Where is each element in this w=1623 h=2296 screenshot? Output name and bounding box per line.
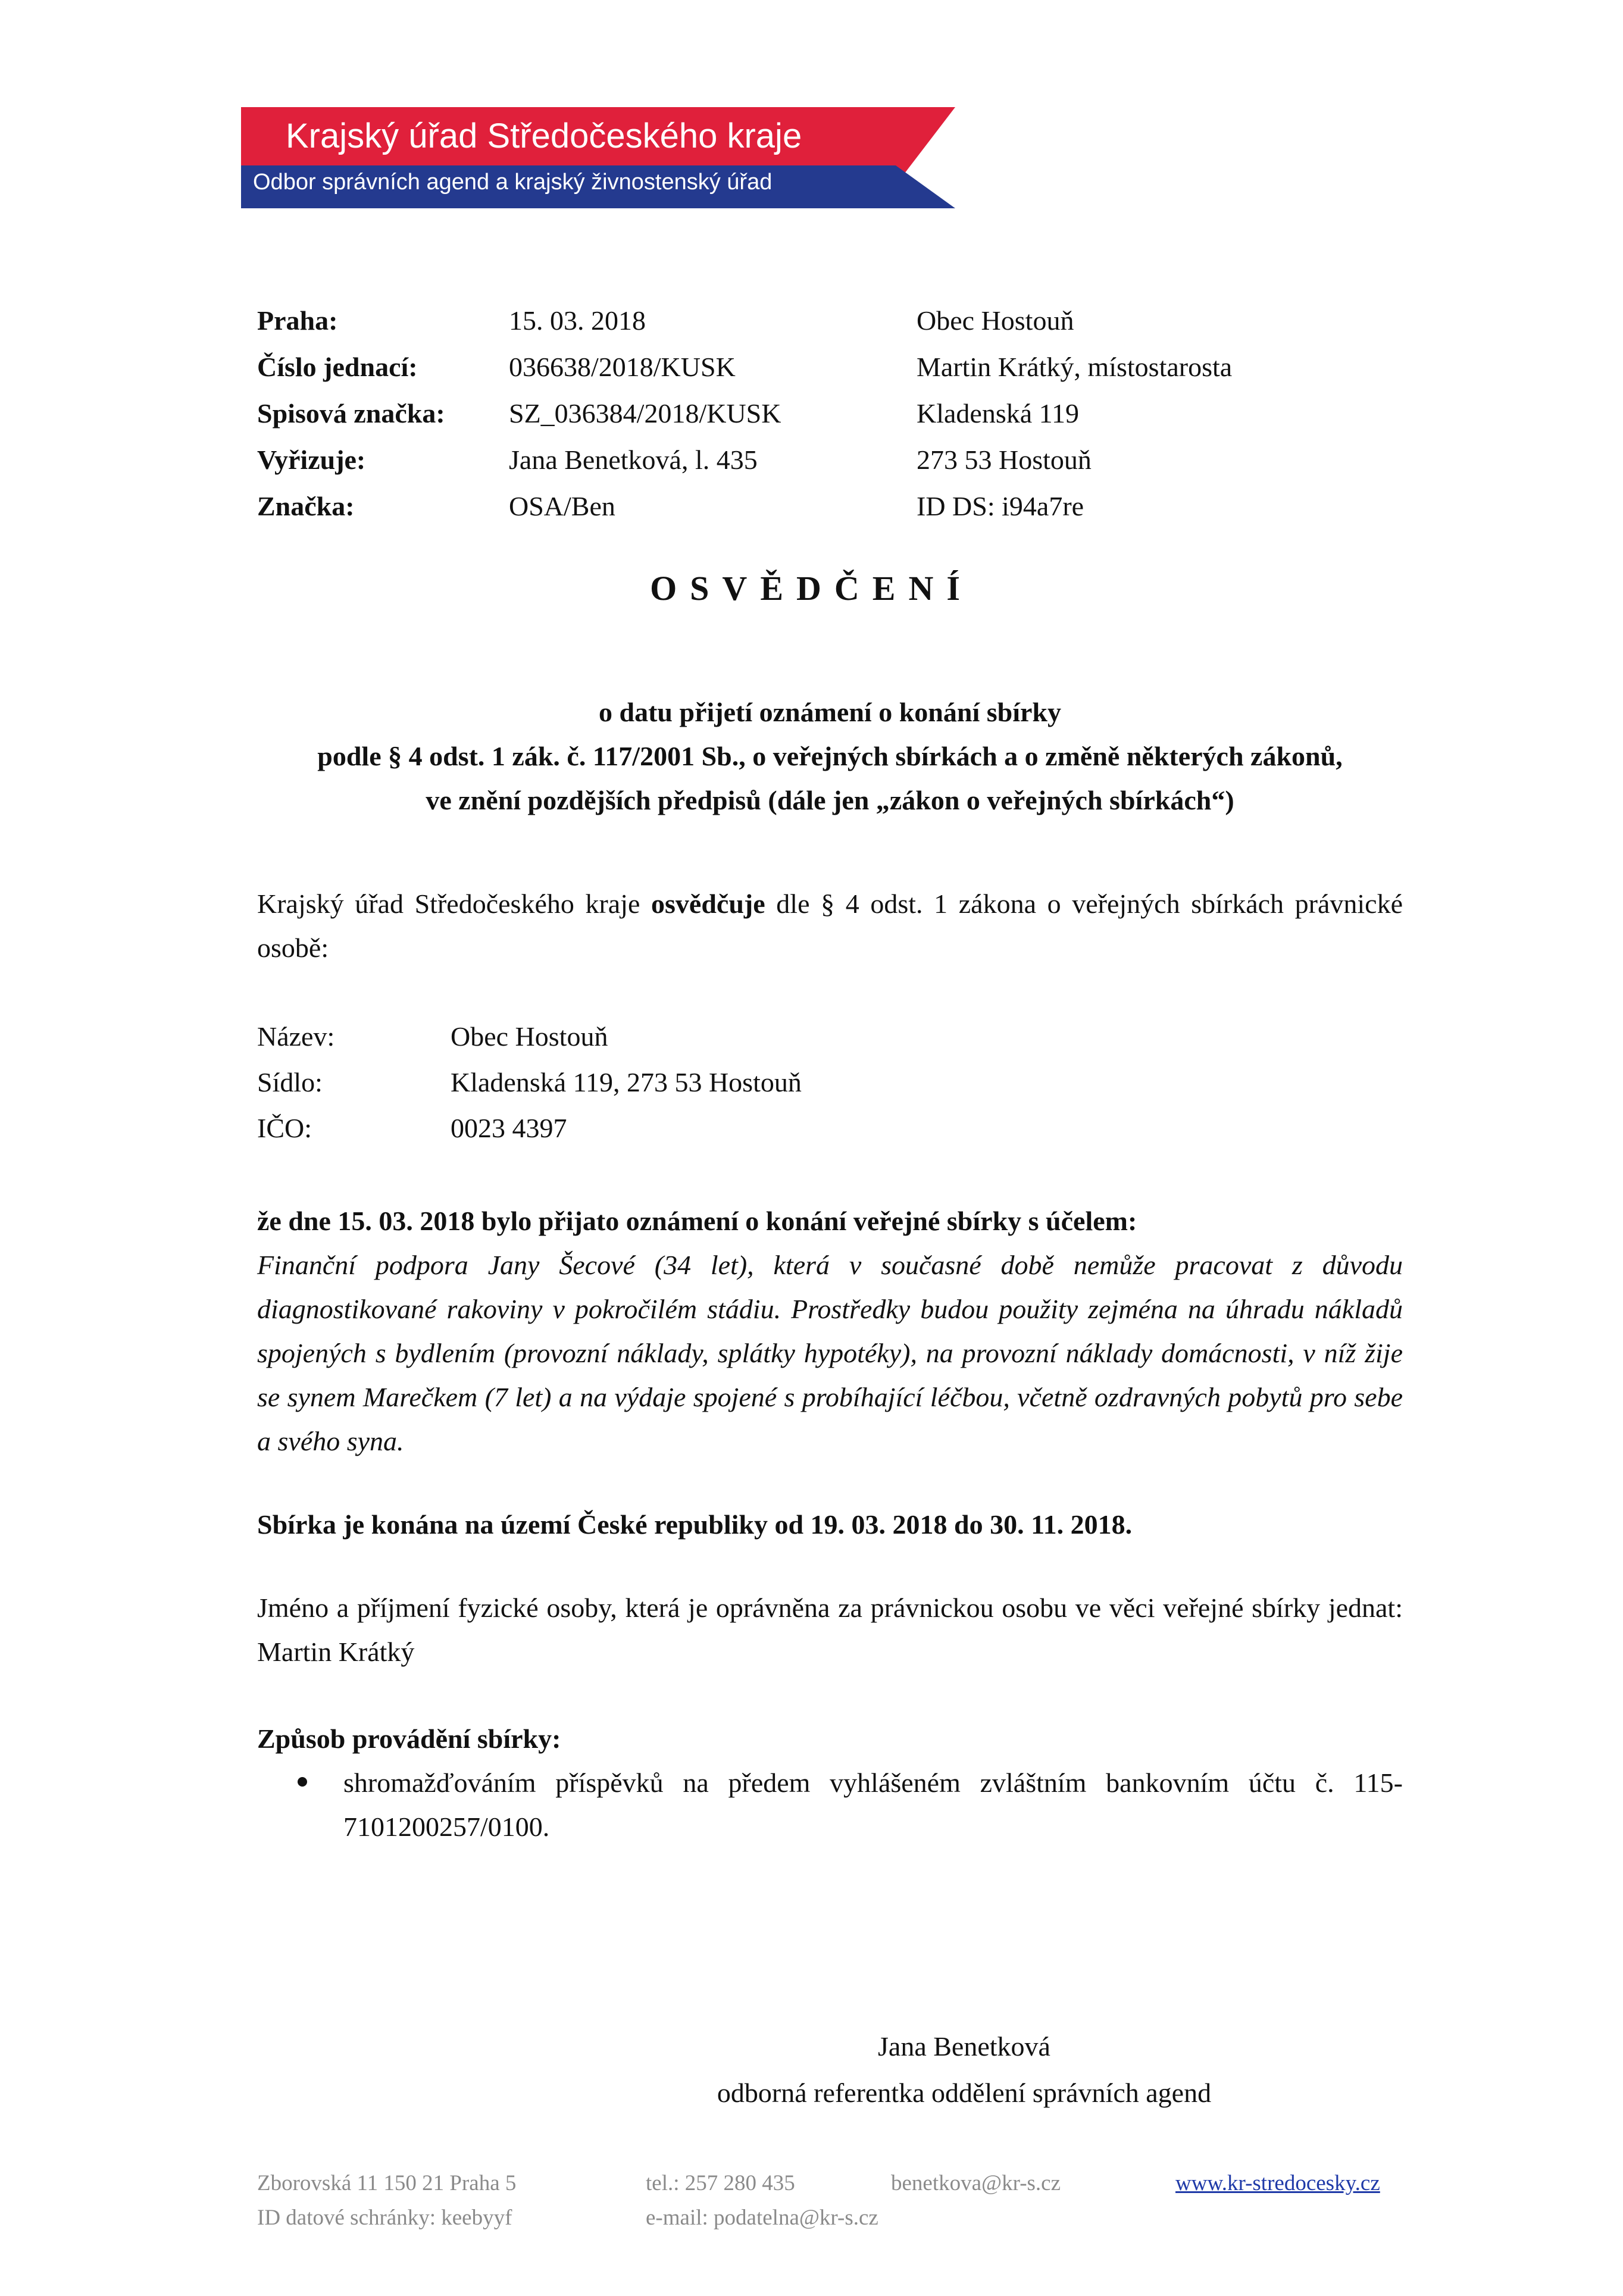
meta-label: Spisová značka: xyxy=(257,398,445,428)
signatory-role: odborná referentka oddělení správních agend xyxy=(717,2078,1212,2108)
purpose-heading: že dne 15. 03. 2018 bylo přijato oznámení o konání veřejné sbírky s účelem: xyxy=(257,1206,1137,1236)
entity-label: Název: xyxy=(257,1021,335,1052)
intro-paragraph xyxy=(257,882,1403,970)
method-item xyxy=(257,1761,1403,1849)
method-heading: Způsob provádění sbírky: xyxy=(257,1723,561,1754)
meta-labels xyxy=(257,298,445,530)
footer-address-block xyxy=(257,2166,516,2235)
meta-label: Praha: xyxy=(257,305,338,336)
footer-email-personal: benetkova@kr-s.cz xyxy=(891,2171,1061,2195)
entity-details xyxy=(257,1014,802,1151)
meta-values xyxy=(509,298,781,530)
meta-value: OSA/Ben xyxy=(509,491,615,521)
meta-label: Značka: xyxy=(257,491,355,521)
entity-row xyxy=(257,1014,802,1059)
intro-text: dle § 4 odst. 1 zákona o veřejných sbírkách právnické osobě: xyxy=(257,889,1403,963)
footer-email-general: e-mail: podatelna@kr-s.cz xyxy=(646,2206,878,2230)
document-title: OSVĚDČENÍ xyxy=(650,569,973,608)
meta-value: 036638/2018/KUSK xyxy=(509,352,736,382)
entity-value: 0023 4397 xyxy=(451,1113,567,1143)
entity-value: Kladenská 119, 273 53 Hostouň xyxy=(451,1067,802,1097)
entity-value: Obec Hostouň xyxy=(451,1021,608,1052)
footer-phone: tel.: 257 280 435 xyxy=(646,2171,795,2195)
footer-databox: ID datové schránky: keebyyf xyxy=(257,2206,512,2230)
footer-contact-block xyxy=(646,2166,878,2235)
meta-label: Vyřizuje: xyxy=(257,445,366,475)
recipient-line: Obec Hostouň xyxy=(917,305,1074,336)
subtitle-line: ve znění pozdějších předpisů (dále jen „zákon o veřejných sbírkách“) xyxy=(426,785,1234,815)
document-subtitle xyxy=(257,690,1403,822)
entity-label: Sídlo: xyxy=(257,1067,323,1097)
intro-text: Krajský úřad Středočeského kraje xyxy=(257,889,652,919)
collection-period: Sbírka je konána na území České republiky od 19. 03. 2018 do 30. 11. 2018. xyxy=(257,1509,1133,1540)
meta-label: Číslo jednací: xyxy=(257,352,418,382)
signature-block xyxy=(595,2023,1333,2116)
subtitle-line: o datu přijetí oznámení o konání sbírky xyxy=(599,697,1061,727)
entity-row xyxy=(257,1105,802,1151)
purpose-section xyxy=(257,1199,1403,1463)
meta-value: 15. 03. 2018 xyxy=(509,305,646,336)
org-name: Krajský úřad Středočeského kraje xyxy=(286,117,802,155)
entity-row xyxy=(257,1059,802,1105)
entity-label: IČO: xyxy=(257,1113,312,1143)
footer-website-link[interactable]: www.kr-stredocesky.cz xyxy=(1175,2171,1380,2195)
purpose-text: Finanční podpora Jany Šecové (34 let), která v současné době nemůže pracovat z důvodu diagnostikované rakoviny v pokročilém stádiu. Prostředky budou použity zejména na úhradu nákladů spojených s bydlením (provozní náklady, splátky hypotéky), na provozní náklady domácnosti, v níž žije se synem Marečkem (7 let) a na výdaje spojené s probíhající léčbou, včetně ozdravných pobytů pro sebe a svého syna. xyxy=(257,1250,1403,1456)
department-name: Odbor správních agend a krajský živnostenský úřad xyxy=(253,170,773,195)
signatory-name: Jana Benetková xyxy=(878,2031,1050,2062)
meta-value: Jana Benetková, l. 435 xyxy=(509,445,758,475)
subtitle-line: podle § 4 odst. 1 zák. č. 117/2001 Sb., o veřejných sbírkách a o změně některých zákonů, xyxy=(317,741,1343,771)
method-section xyxy=(257,1717,1403,1849)
recipient-line: 273 53 Hostouň xyxy=(917,445,1092,475)
recipient-address xyxy=(917,298,1232,530)
recipient-line: Martin Krátký, místostarosta xyxy=(917,352,1233,382)
footer-address: Zborovská 11 150 21 Praha 5 xyxy=(257,2171,517,2195)
intro-bold: osvědčuje xyxy=(651,889,765,919)
recipient-line: Kladenská 119 xyxy=(917,398,1079,428)
meta-value: SZ_036384/2018/KUSK xyxy=(509,398,781,428)
recipient-line: ID DS: i94a7re xyxy=(917,491,1084,521)
method-item-text: shromažďováním příspěvků na předem vyhlášeném zvláštním bankovním účtu č. 115-7101200257/0100. xyxy=(343,1768,1403,1842)
bullet-icon xyxy=(298,1777,307,1787)
authorized-person: Jméno a příjmení fyzické osoby, která je oprávněna za právnickou osobu ve věci veřejné sbírky jednat: Martin Krátký xyxy=(257,1593,1403,1667)
